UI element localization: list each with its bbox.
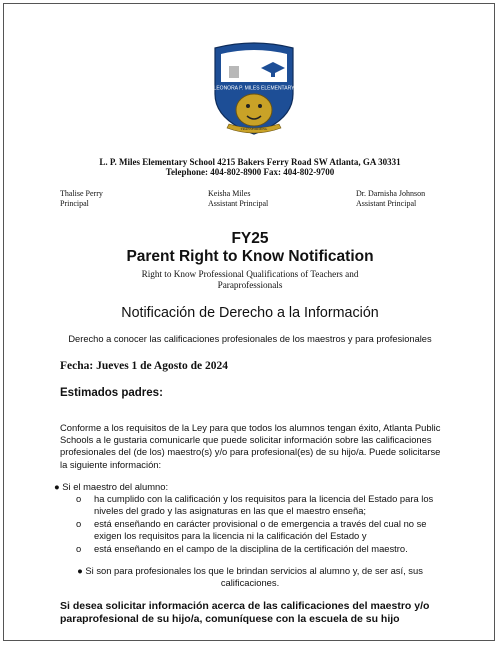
staff-name: Keisha Miles: [208, 189, 251, 198]
paragraph-line: profesionales del (de los) maestro(s) y/o para profesional(es) de su hijo/a. Puede solicitarse: [60, 446, 441, 458]
notice-date: Fecha: Jueves 1 de Agosto de 2024: [60, 360, 229, 372]
sub-bullet-line: ha cumplido con la calificación y los requisitos para la licencia del Estado para los: [94, 493, 434, 504]
staff-assistant-principal-2: [356, 189, 425, 209]
school-address-line: L. P. Miles Elementary School 4215 Bakers Ferry Road SW Atlanta, GA 30331: [99, 157, 401, 167]
subtitle-line: Paraprofessionals: [217, 280, 283, 290]
bullet-text-continuation: calificaciones.: [220, 577, 280, 589]
sub-bullet-line: exigen los requisitos para la licencia ni la calificación del Estado y: [94, 530, 367, 542]
spanish-title: Notificación de Derecho a la Información: [121, 305, 379, 321]
sub-bullet-marker: o: [76, 518, 82, 529]
crest-banner-text: LEONORA P. MILES ELEMENTARY: [213, 85, 295, 92]
closing-line: paraprofesional de su hijo/a, comuníquese con la escuela de su hijo: [60, 613, 400, 625]
sub-bullet-line: está enseñando en el campo de la disciplina de la certificación del maestro.: [94, 543, 408, 554]
bullet-text: Si el maestro del alumno:: [62, 481, 169, 492]
staff-principal: [60, 189, 103, 209]
staff-role: Assistant Principal: [356, 199, 417, 208]
sub-bullet-marker: o: [76, 493, 82, 504]
document-title: Parent Right to Know Notification: [126, 248, 374, 265]
bullet-item-main: [54, 481, 168, 493]
greeting: Estimados padres:: [60, 387, 163, 399]
staff-name: Dr. Darnisha Johnson: [356, 189, 426, 198]
paragraph-line: Conforme a los requisitos de la Ley para que todos los alumnos tengan éxito, Atlanta Public: [60, 422, 441, 433]
bullet-item-paraprofessionals: [4, 565, 496, 589]
sub-bullet-marker: o: [76, 543, 82, 554]
staff-role: Principal: [60, 199, 89, 208]
document-subtitle: [4, 269, 496, 291]
sub-bullet-item-3: [94, 543, 454, 555]
sub-bullet-line: niveles del grado y las asignaturas en las que el maestro enseña;: [94, 505, 367, 517]
crest-motto-text: TRANSFORMING: [240, 127, 268, 131]
closing-line: Si desea solicitar información acerca de las calificaciones del maestro y/o: [60, 600, 430, 612]
intro-paragraph: [60, 422, 450, 471]
sub-bullet-item-2: [94, 518, 454, 542]
staff-name: Thalise Perry: [60, 189, 103, 198]
school-crest-logo: [211, 42, 297, 138]
fiscal-year-heading: FY25: [231, 230, 269, 247]
paragraph-line: la siguiente información:: [60, 458, 162, 470]
document-page: [3, 3, 495, 641]
sub-bullet-item-1: [94, 493, 454, 517]
closing-paragraph: [60, 600, 450, 626]
staff-role: Assistant Principal: [208, 199, 269, 208]
subtitle-line: Right to Know Professional Qualifications of Teachers and: [141, 269, 359, 279]
bullet-text: Si son para profesionales los que le brindan servicios al alumno y, de ser así, sus: [85, 565, 423, 576]
paragraph-line: Schools a le gustaria comunicarle que puede solicitar información sobre las calificaciones: [60, 434, 432, 446]
sub-bullet-line: está enseñando en carácter provisional o de emergencia a través del cual no se: [94, 518, 427, 529]
school-phone-line: Telephone: 404-802-8900 Fax: 404-802-9700: [165, 167, 335, 177]
staff-assistant-principal-1: [208, 189, 268, 209]
spanish-description: Derecho a conocer las calificaciones profesionales de los maestros y para profesionales: [68, 334, 432, 344]
bullet-dot-icon: ●: [77, 565, 86, 576]
bullet-dot-icon: ●: [54, 481, 63, 492]
